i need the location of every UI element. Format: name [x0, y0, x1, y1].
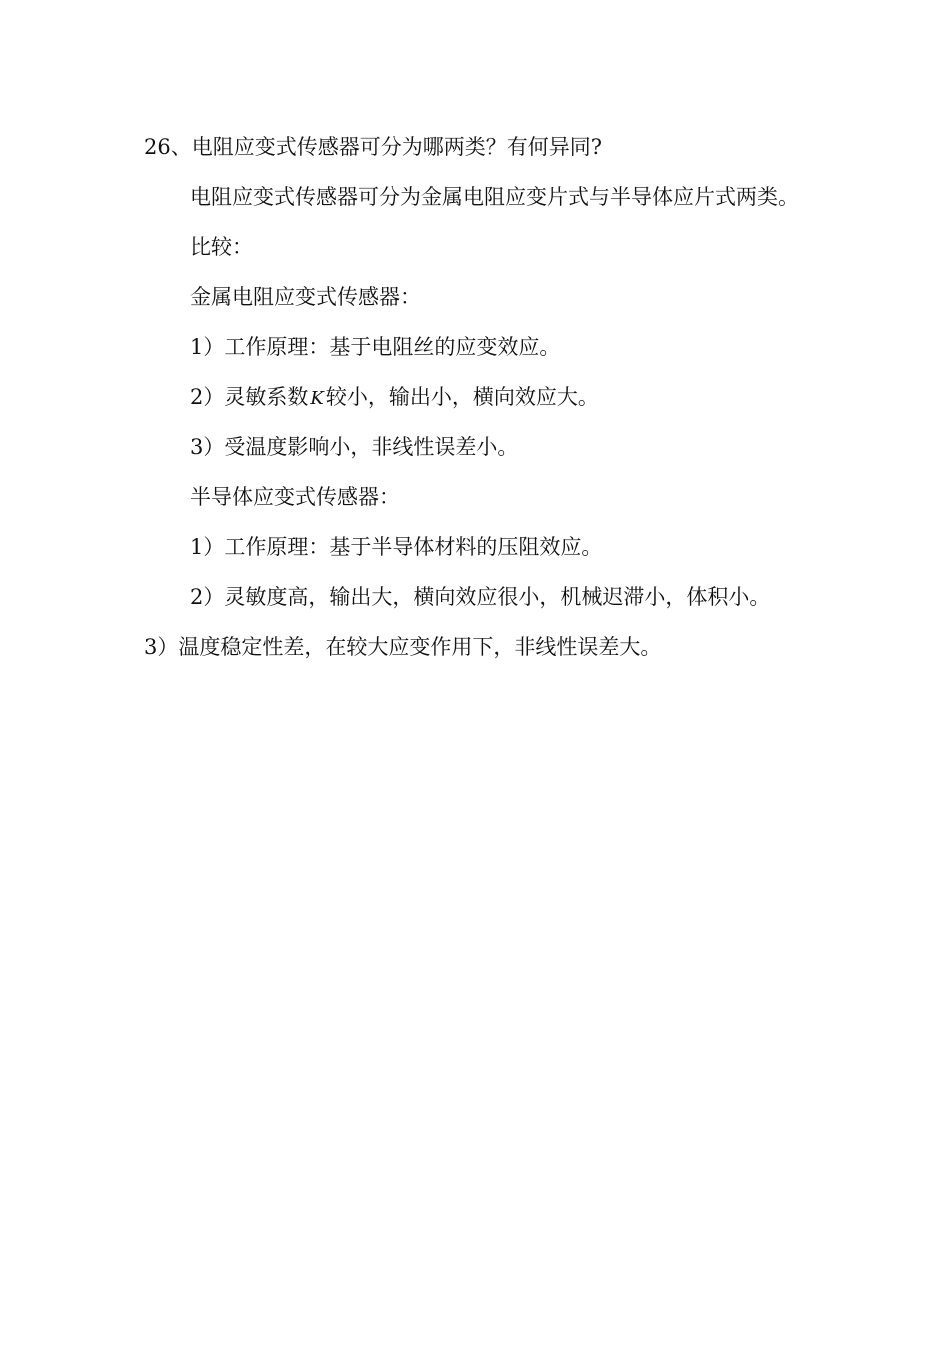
question-heading: 26、电阻应变式传感器可分为哪两类？有何异同? — [144, 135, 602, 159]
compare-label: 比较： — [190, 235, 253, 259]
document-body — [144, 122, 812, 672]
metal-item-2 — [144, 372, 812, 422]
semiconductor-item-2: 2）灵敏度高，输出大，横向效应很小，机械迟滞小，体积小。 — [190, 585, 771, 609]
metal-item-1: 1）工作原理：基于电阻丝的应变效应。 — [190, 335, 561, 359]
answer-intro: 电阻应变式传感器可分为金属电阻应变片式与半导体应片式两类。 — [190, 185, 799, 209]
metal-heading: 金属电阻应变式传感器： — [190, 285, 421, 309]
semiconductor-heading: 半导体应变式传感器： — [190, 485, 400, 509]
metal-item-2-suffix: 较小，输出小，横向效应大。 — [325, 385, 599, 409]
semiconductor-item-1: 1）工作原理：基于半导体材料的压阻效应。 — [190, 535, 603, 559]
metal-item-2-prefix: 2）灵敏系数 — [190, 385, 309, 409]
metal-item-3: 3）受温度影响小，非线性误差小。 — [190, 435, 519, 459]
k-symbol: K — [310, 388, 324, 409]
semiconductor-item-3: 3）温度稳定性差，在较大应变作用下，非线性误差大。 — [144, 635, 662, 659]
